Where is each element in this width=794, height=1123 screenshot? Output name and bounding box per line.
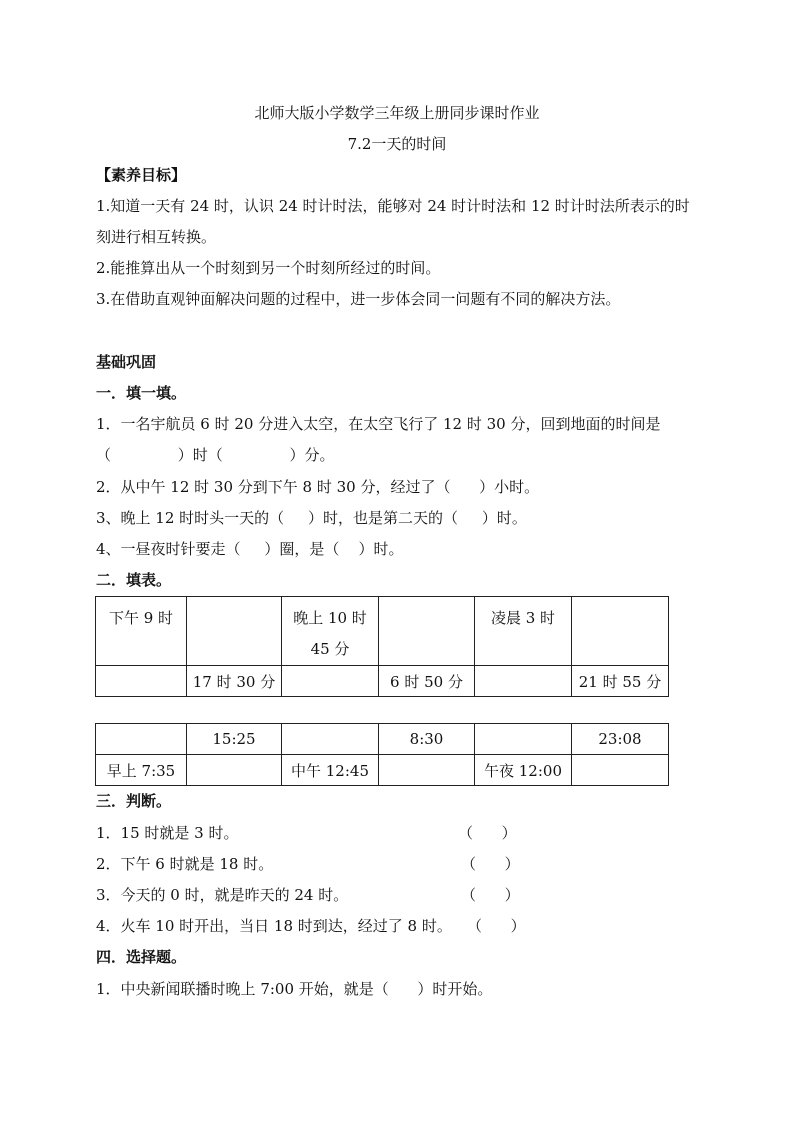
table-cell-blank[interactable]	[572, 755, 669, 786]
table-cell-blank[interactable]	[475, 666, 572, 697]
section-3-heading: 三．判断。	[96, 792, 172, 810]
judgement-answer-blank-2[interactable]: （ ）	[461, 855, 520, 873]
table-cell: 下午 9 时	[96, 597, 187, 666]
table-cell: 午夜 12:00	[475, 755, 572, 786]
table-cell-blank[interactable]	[96, 724, 187, 755]
judgement-item-3: 3．今天的 0 时，就是昨天的 24 时。	[96, 886, 349, 904]
judgement-item-4: 4．火车 10 时开出，当日 18 时到达，经过了 8 时。	[96, 917, 452, 935]
question-1-1: 1．一名宇航员 6 时 20 分进入太空，在太空飞行了 12 时 30 分，回到地面的时间是	[96, 415, 661, 433]
page-title: 北师大版小学数学三年级上册同步课时作业	[254, 104, 540, 122]
question-1-1-blanks: （ ）时（ ）分。	[96, 446, 335, 464]
lesson-subtitle: 7.2一天的时间	[347, 135, 447, 153]
section-1-heading: 一．填一填。	[96, 384, 187, 402]
table-cell-blank[interactable]	[475, 724, 572, 755]
goal-item-1: 1.知道一天有 24 时，认识 24 时计时法，能够对 24 时计时法和 12 时计时法所表示的时	[96, 197, 690, 215]
judgement-item-2: 2．下午 6 时就是 18 时。	[96, 855, 274, 873]
goals-heading: 【素养目标】	[96, 166, 187, 184]
table-cell: 早上 7:35	[96, 755, 187, 786]
goal-item-1-cont: 刻进行相互转换。	[96, 228, 217, 246]
section-4-heading: 四．选择题。	[96, 948, 187, 966]
table-cell-blank[interactable]	[282, 666, 379, 697]
question-1-3: 3、晚上 12 时时头一天的（ ）时，也是第二天的（ ）时。	[96, 509, 527, 527]
time-conversion-table-2	[95, 723, 669, 786]
table-cell: 晚上 10 时 45 分	[282, 597, 379, 666]
table-cell: 15:25	[187, 724, 282, 755]
table-cell-blank[interactable]	[96, 666, 187, 697]
table-cell-blank[interactable]	[572, 597, 669, 666]
table-cell: 凌晨 3 时	[475, 597, 572, 666]
table-cell: 17 时 30 分	[187, 666, 282, 697]
question-1-2: 2．从中午 12 时 30 分到下午 8 时 30 分，经过了（ ）小时。	[96, 478, 540, 496]
section-2-heading: 二．填表。	[96, 571, 172, 589]
judgement-answer-blank-4[interactable]: （ ）	[467, 917, 526, 935]
table-cell: 23:08	[572, 724, 669, 755]
table-cell-blank[interactable]	[282, 724, 379, 755]
table-cell: 21 时 55 分	[572, 666, 669, 697]
table-cell-blank[interactable]	[379, 597, 475, 666]
table-cell-blank[interactable]	[187, 755, 282, 786]
table-cell: 中午 12:45	[282, 755, 379, 786]
table-cell-blank[interactable]	[379, 755, 475, 786]
table-cell: 6 时 50 分	[379, 666, 475, 697]
table-row	[96, 666, 669, 697]
table-row	[96, 597, 669, 666]
judgement-answer-blank-1[interactable]: （ ）	[458, 824, 517, 842]
judgement-answer-blank-3[interactable]: （ ）	[461, 886, 520, 904]
table-row	[96, 755, 669, 786]
judgement-item-1: 1．15 时就是 3 时。	[96, 824, 239, 842]
time-conversion-table-1	[95, 596, 669, 697]
question-1-4: 4、一昼夜时针要走（ ）圈，是（ ）时。	[96, 540, 404, 558]
basics-heading: 基础巩固	[96, 353, 157, 371]
table-cell-blank[interactable]	[187, 597, 282, 666]
goal-item-3: 3.在借助直观钟面解决问题的过程中，进一步体会同一问题有不同的解决方法。	[96, 290, 621, 308]
choice-question-1: 1．中央新闻联播时晚上 7:00 开始，就是（ ）时开始。	[96, 980, 493, 998]
table-row	[96, 724, 669, 755]
table-cell: 8:30	[379, 724, 475, 755]
goal-item-2: 2.能推算出从一个时刻到另一个时刻所经过的时间。	[96, 259, 441, 277]
